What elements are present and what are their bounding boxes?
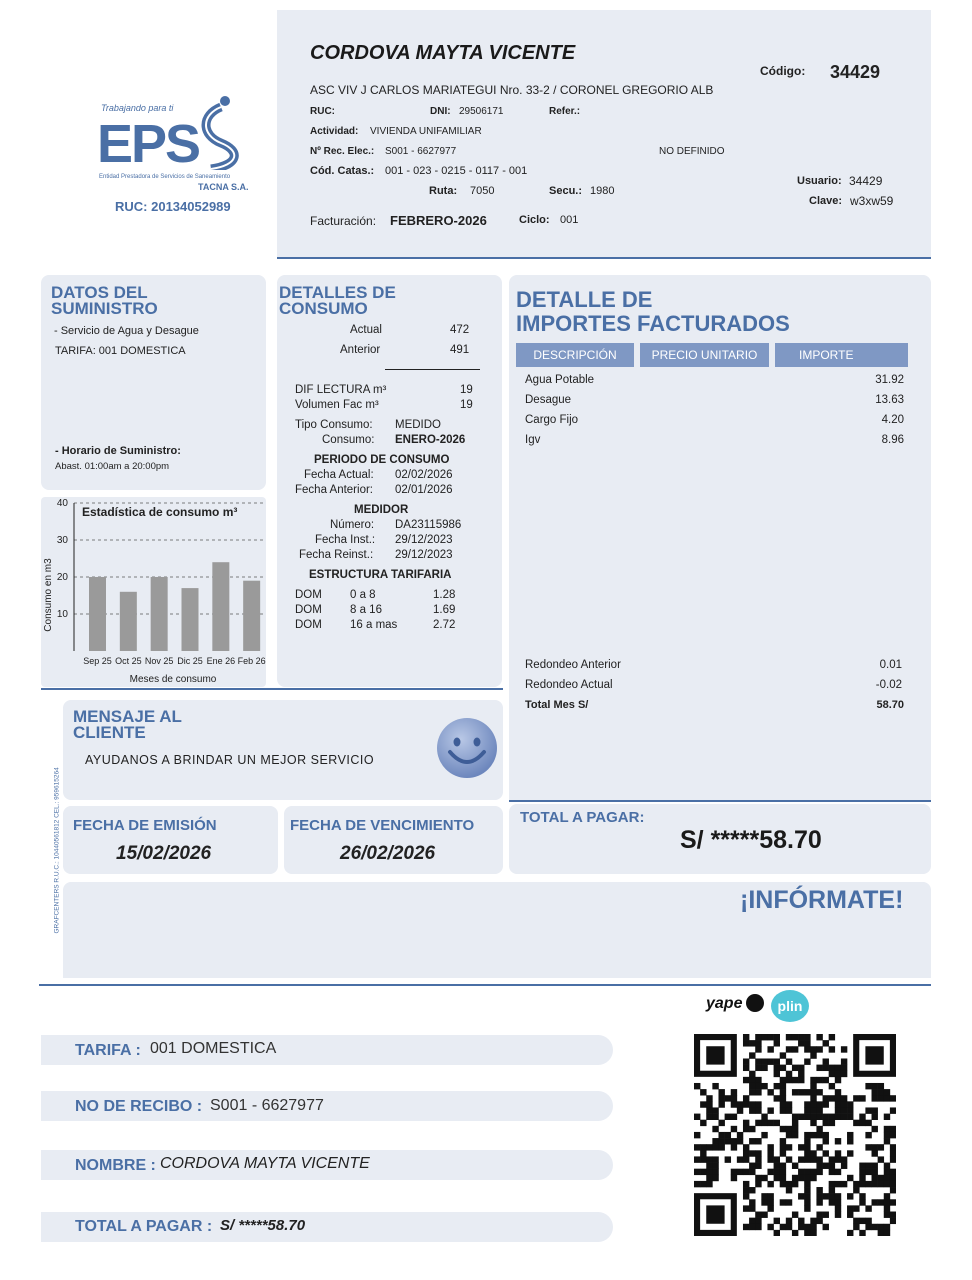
redondeo-ant-value: 0.01 bbox=[879, 659, 902, 671]
chart-xtick-label: Feb 26 bbox=[237, 656, 266, 666]
mensaje-title-1: MENSAJE AL bbox=[73, 707, 182, 726]
chart-xtick-label: Ene 26 bbox=[206, 656, 236, 666]
talon-total-label: TOTAL A PAGAR : bbox=[75, 1218, 213, 1235]
fecha-actual-label: Fecha Actual: bbox=[304, 469, 374, 481]
catas-label: Cód. Catas.: bbox=[310, 165, 375, 177]
codigo-label: Código: bbox=[760, 64, 806, 78]
mensaje-title-2: CLIENTE bbox=[73, 723, 146, 742]
fecha-anterior-label: Fecha Anterior: bbox=[295, 484, 373, 496]
usuario-value: 34429 bbox=[849, 174, 883, 188]
secu-label: Secu.: bbox=[549, 185, 583, 197]
actividad-label: Actividad: bbox=[310, 126, 359, 137]
vencimiento-value: 26/02/2026 bbox=[340, 843, 436, 864]
yape-logo bbox=[706, 992, 764, 1018]
chart-bar bbox=[120, 592, 137, 651]
redondeo-act-label: Redondeo Actual bbox=[525, 679, 613, 691]
codigo-value: 34429 bbox=[830, 62, 881, 82]
tipo-label: Tipo Consumo: bbox=[295, 419, 373, 431]
bottom-divider bbox=[39, 984, 931, 986]
vencimiento-label: FECHA DE VENCIMIENTO bbox=[290, 817, 475, 834]
logo-tagline: Trabajando para ti bbox=[101, 103, 174, 113]
horario-value: Abast. 01:00am a 20:00pm bbox=[55, 461, 170, 472]
col-desc: DESCRIPCIÓN bbox=[516, 343, 634, 367]
item-importe: 13.63 bbox=[875, 394, 904, 406]
logo-ruc: RUC: 20134052989 bbox=[115, 199, 231, 214]
total-label: TOTAL A PAGAR: bbox=[520, 809, 645, 826]
tarifa-cat: DOM bbox=[295, 589, 322, 601]
clave-value: w3xw59 bbox=[850, 194, 894, 208]
chart-ytick-label: 30 bbox=[56, 535, 68, 546]
inst-value: 29/12/2023 bbox=[395, 534, 453, 546]
printer-text: GRAFCENTERS R.U.C.: 10440561812 CEL.: 959615264 bbox=[53, 767, 61, 934]
item-desc: Agua Potable bbox=[525, 374, 595, 386]
reinst-value: 29/12/2023 bbox=[395, 549, 453, 561]
rec-label: Nº Rec. Elec.: bbox=[310, 146, 375, 157]
chart-xtick-label: Dic 25 bbox=[177, 656, 203, 666]
ciclo-label: Ciclo: bbox=[519, 214, 550, 226]
anterior-label: Anterior bbox=[340, 344, 381, 356]
reinst-label: Fecha Reinst.: bbox=[299, 549, 374, 561]
secu-value: 1980 bbox=[590, 185, 615, 197]
talon-tarifa-label: TARIFA : bbox=[75, 1042, 141, 1059]
chart-xtick-label: Oct 25 bbox=[115, 656, 142, 666]
item-importe: 4.20 bbox=[881, 414, 904, 426]
subtract-line bbox=[385, 369, 480, 370]
no-definido: NO DEFINIDO bbox=[659, 146, 725, 157]
clave-label: Clave: bbox=[809, 195, 843, 207]
total-value: S/ *****58.70 bbox=[680, 826, 822, 854]
plin-text: plin bbox=[777, 998, 803, 1014]
middle-divider bbox=[41, 688, 503, 690]
chart-ylabel: Consumo en m3 bbox=[43, 558, 54, 632]
usuario-label: Usuario: bbox=[797, 175, 842, 187]
facturacion-label: Facturación: bbox=[310, 214, 377, 228]
item-importe: 31.92 bbox=[875, 374, 904, 386]
talon-tarifa-value: 001 DOMESTICA bbox=[150, 1040, 277, 1057]
consumo-title-1: DETALLES DE bbox=[279, 283, 396, 302]
chart-bar bbox=[89, 577, 106, 651]
tarifa-precio: 1.28 bbox=[433, 589, 456, 601]
talon-nombre-value: CORDOVA MAYTA VICENTE bbox=[160, 1155, 370, 1172]
redondeo-act-value: -0.02 bbox=[875, 679, 902, 691]
talon-total-value: S/ *****58.70 bbox=[220, 1217, 306, 1234]
numero-value: DA23115986 bbox=[395, 519, 462, 531]
tarifa-cat: DOM bbox=[295, 604, 322, 616]
item-importe: 8.96 bbox=[881, 434, 904, 446]
actual-label: Actual bbox=[350, 324, 382, 336]
medidor-title: MEDIDOR bbox=[354, 504, 409, 516]
horario-label: - Horario de Suministro: bbox=[55, 445, 181, 457]
consumo-label: Consumo: bbox=[322, 434, 375, 446]
redondeo-ant-label: Redondeo Anterior bbox=[525, 659, 621, 671]
periodo-title: PERIODO DE CONSUMO bbox=[314, 454, 450, 466]
chart-bar bbox=[243, 581, 260, 651]
tarifa-rango: 8 a 16 bbox=[350, 604, 382, 616]
numero-label: Número: bbox=[330, 519, 375, 531]
mensaje-text: AYUDANOS A BRINDAR UN MEJOR SERVICIO bbox=[85, 753, 375, 767]
tarifa-rango: 16 a mas bbox=[350, 619, 398, 631]
servicio-text: - Servicio de Agua y Desague bbox=[54, 325, 199, 337]
ruta-value: 7050 bbox=[470, 185, 495, 197]
item-desc: Cargo Fijo bbox=[525, 414, 579, 426]
talon-recibo-value: S001 - 6627977 bbox=[210, 1097, 324, 1114]
tarifa-precio: 2.72 bbox=[433, 619, 456, 631]
header-divider bbox=[277, 257, 931, 259]
chart-xtick-label: Nov 25 bbox=[144, 656, 174, 666]
yape-text: yape bbox=[706, 995, 743, 1012]
col-precio: PRECIO UNITARIO bbox=[640, 343, 769, 367]
informate-text: ¡INFÓRMATE! bbox=[740, 886, 904, 914]
consumo-chart bbox=[41, 497, 266, 687]
tarifa-text: TARIFA: 001 DOMESTICA bbox=[55, 345, 186, 357]
fecha-anterior-value: 02/01/2026 bbox=[395, 484, 453, 496]
emision-value: 15/02/2026 bbox=[116, 843, 212, 864]
vol-label: Volumen Fac m³ bbox=[295, 399, 379, 411]
dif-value: 19 bbox=[460, 384, 473, 396]
actual-value: 472 bbox=[450, 324, 470, 336]
rec-value: S001 - 6627977 bbox=[385, 146, 457, 157]
suministro-title-1: DATOS DEL bbox=[51, 283, 148, 302]
ruta-label: Ruta: bbox=[429, 185, 458, 197]
emision-label: FECHA DE EMISIÓN bbox=[73, 817, 217, 834]
ciclo-value: 001 bbox=[560, 214, 579, 226]
table-header bbox=[516, 343, 908, 367]
item-desc: Desague bbox=[525, 394, 572, 406]
refer-label: Refer.: bbox=[549, 106, 581, 117]
chart-bar bbox=[151, 577, 168, 651]
chart-ytick-label: 20 bbox=[56, 572, 68, 583]
talon-recibo-label: NO DE RECIBO : bbox=[75, 1098, 203, 1115]
total-mes-value: 58.70 bbox=[876, 699, 904, 711]
qr-code bbox=[694, 1034, 896, 1236]
chart-xlabel: Meses de consumo bbox=[129, 674, 217, 685]
chart-bar bbox=[212, 562, 229, 651]
suministro-title-2: SUMINISTRO bbox=[51, 299, 158, 318]
facturacion-value: FEBRERO-2026 bbox=[390, 213, 487, 228]
plin-logo bbox=[771, 990, 809, 1022]
col-importe: IMPORTE bbox=[775, 343, 908, 367]
dni-label: DNI: bbox=[430, 106, 451, 117]
chart-ytick-label: 10 bbox=[56, 609, 68, 620]
tipo-value: MEDIDO bbox=[395, 419, 441, 431]
total-divider bbox=[509, 800, 931, 802]
chart-ytick-label: 40 bbox=[56, 498, 68, 509]
fecha-actual-value: 02/02/2026 bbox=[395, 469, 453, 481]
talon-nombre-label: NOMBRE : bbox=[75, 1157, 156, 1174]
yape-badge-icon bbox=[746, 994, 764, 1012]
ruc-label: RUC: bbox=[310, 106, 335, 117]
tarifa-rango: 0 a 8 bbox=[350, 589, 376, 601]
chart-xtick-label: Sep 25 bbox=[83, 656, 112, 666]
eps-logo bbox=[95, 95, 265, 220]
tarifa-cat: DOM bbox=[295, 619, 322, 631]
tarifa-precio: 1.69 bbox=[433, 604, 456, 616]
consumo-title-2: CONSUMO bbox=[279, 299, 368, 318]
importes-title-1: DETALLE DE bbox=[516, 287, 653, 312]
logo-wave-icon bbox=[191, 95, 251, 170]
chart-title: Estadística de consumo m³ bbox=[82, 505, 238, 519]
customer-name: CORDOVA MAYTA VICENTE bbox=[310, 42, 576, 64]
anterior-value: 491 bbox=[450, 344, 470, 356]
smiley-icon bbox=[435, 716, 499, 780]
total-mes-label: Total Mes S/ bbox=[525, 699, 589, 711]
dni-value: 29506171 bbox=[459, 106, 504, 117]
logo-city: TACNA S.A. bbox=[198, 182, 249, 192]
actividad-value: VIVIENDA UNIFAMILIAR bbox=[370, 126, 482, 137]
address: ASC VIV J CARLOS MARIATEGUI Nro. 33-2 / CORONEL GREGORIO ALB bbox=[310, 83, 714, 97]
logo-name: EPS bbox=[97, 114, 200, 174]
importes-title-2: IMPORTES FACTURADOS bbox=[516, 311, 790, 336]
item-desc: Igv bbox=[525, 434, 541, 446]
chart-bar bbox=[182, 588, 199, 651]
logo-subtitle: Entidad Prestadora de Servicios de Saneamiento bbox=[99, 174, 231, 180]
vol-value: 19 bbox=[460, 399, 473, 411]
dif-label: DIF LECTURA m³ bbox=[295, 384, 387, 396]
catas-value: 001 - 023 - 0215 - 0117 - 001 bbox=[385, 165, 528, 177]
inst-label: Fecha Inst.: bbox=[315, 534, 376, 546]
estructura-title: ESTRUCTURA TARIFARIA bbox=[309, 569, 452, 581]
consumo-value: ENERO-2026 bbox=[395, 434, 466, 446]
